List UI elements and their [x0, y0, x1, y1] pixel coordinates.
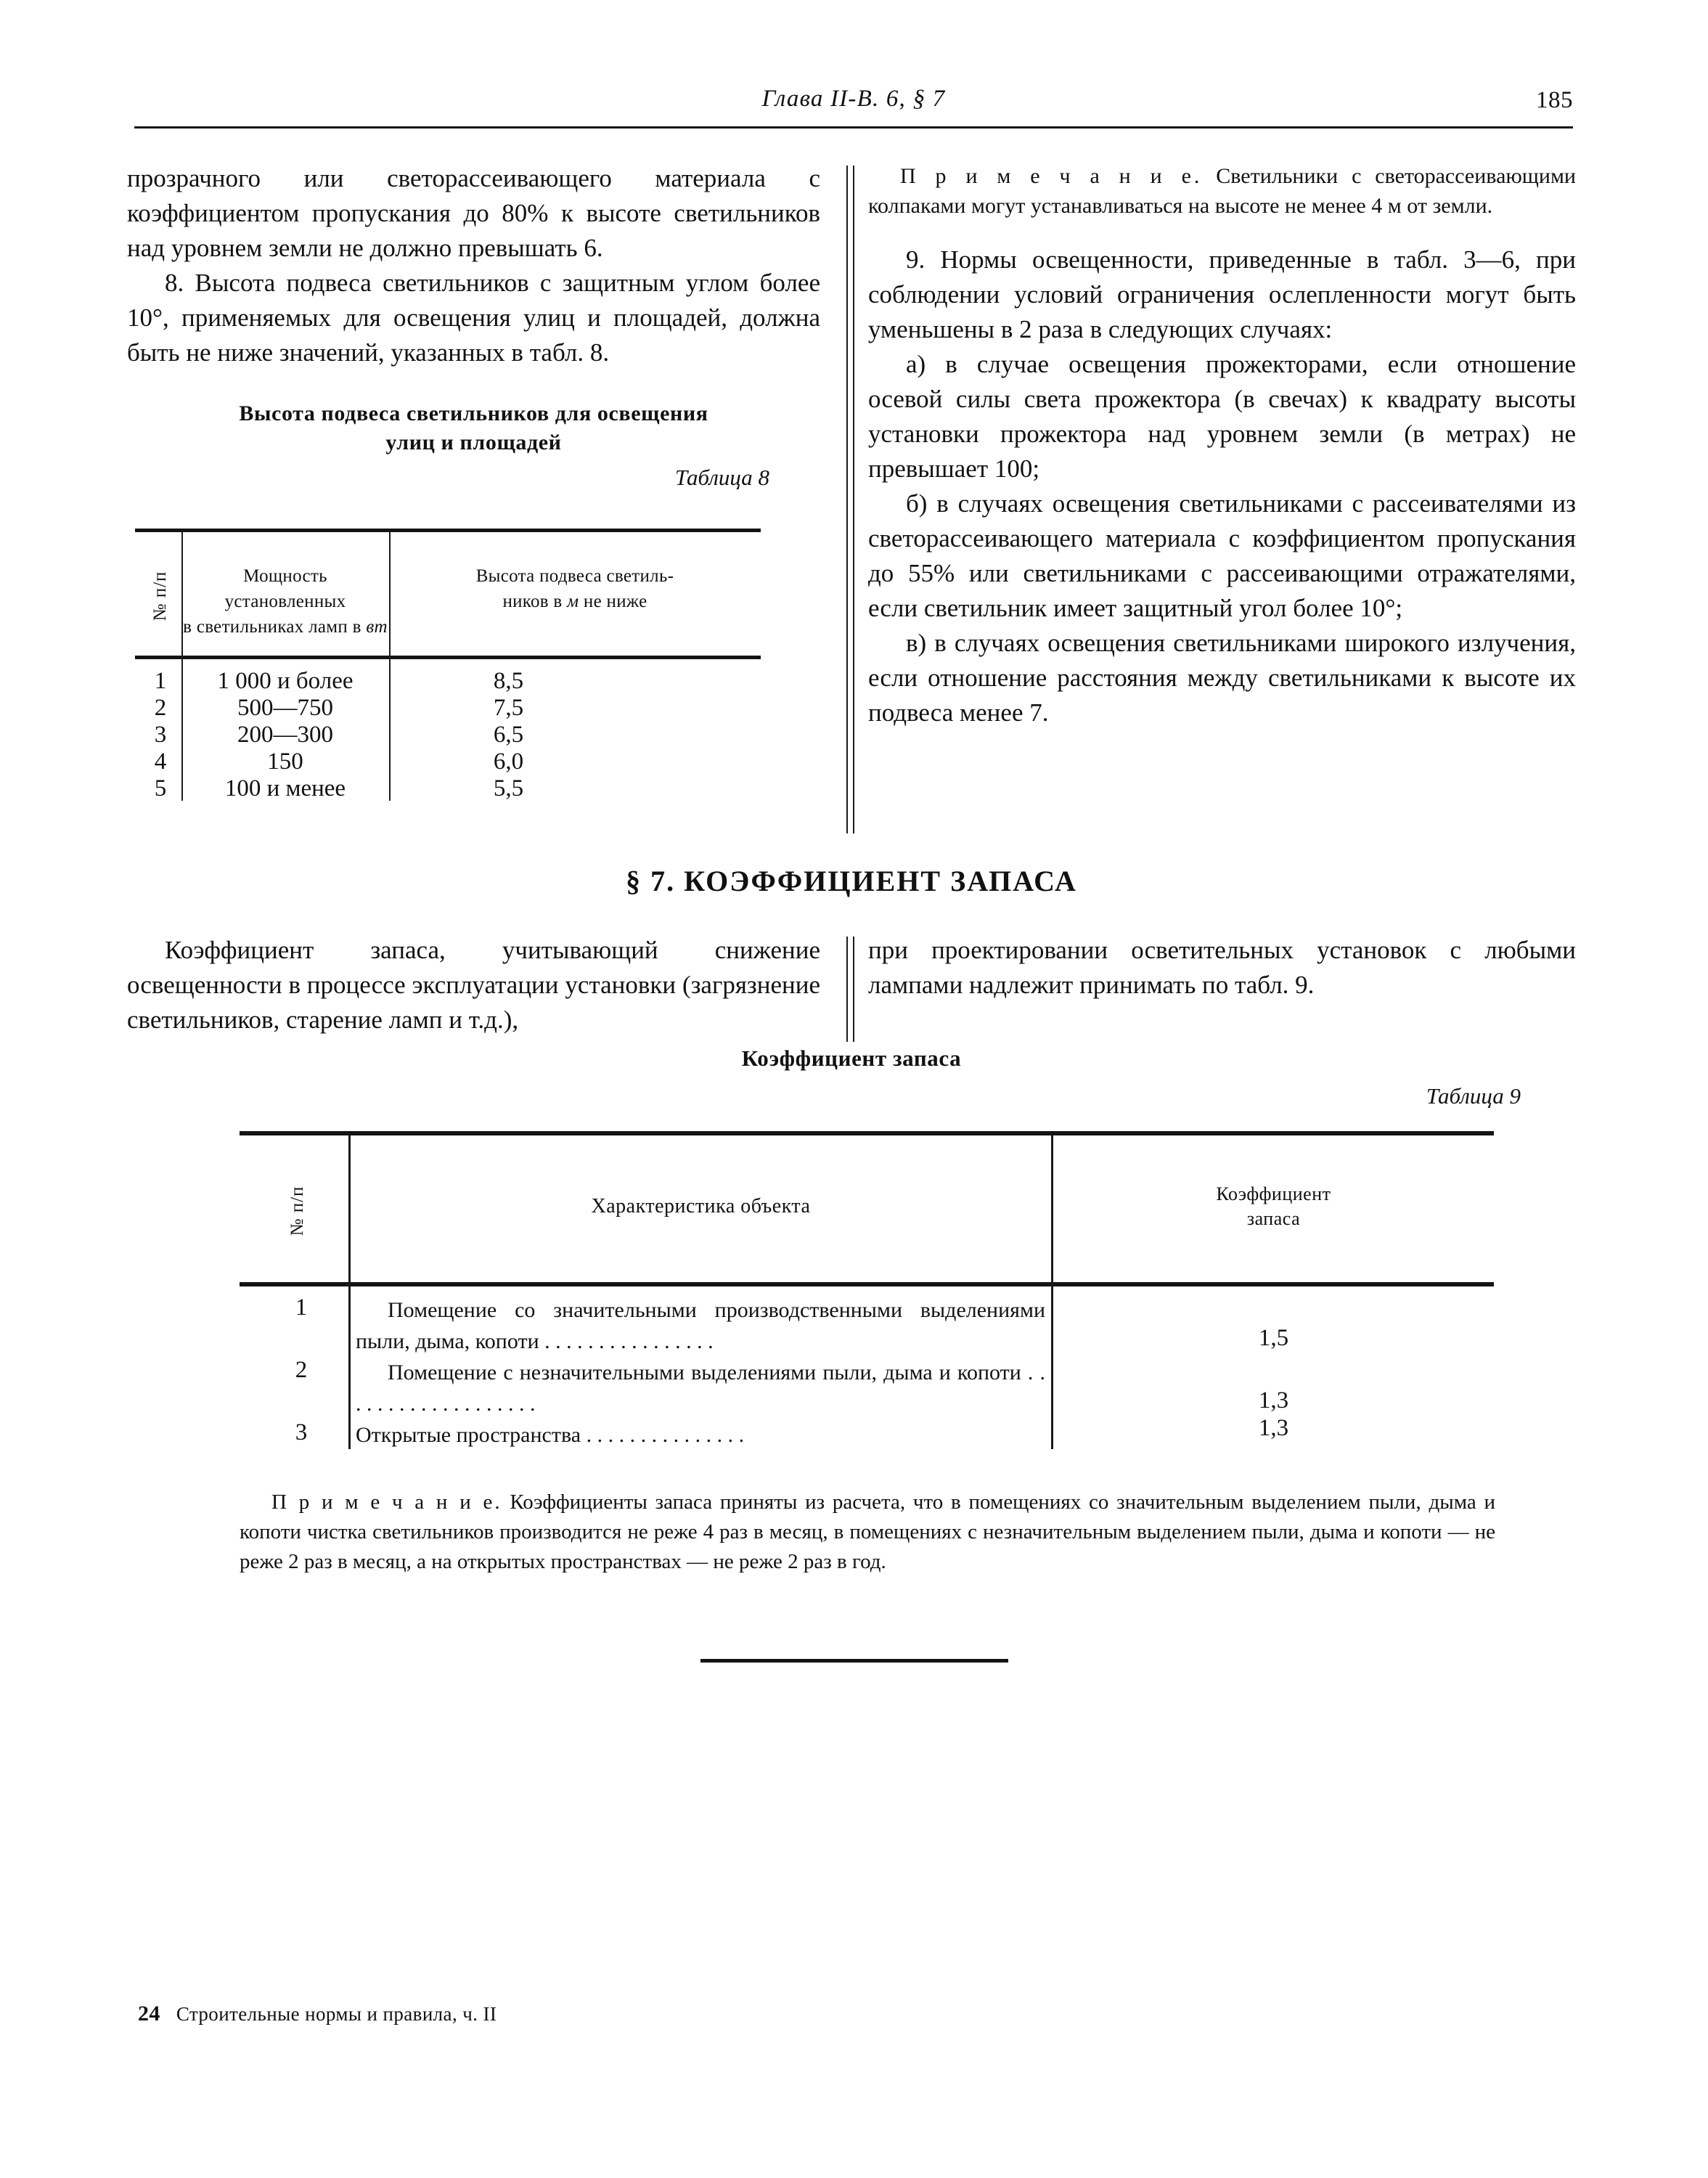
cell-height: 5,5: [493, 775, 524, 802]
footer-signature: 24: [138, 2002, 160, 2026]
paragraph-continued: прозрачного или светорассеивающего материала с коэффициентом пропускания до 80% к высоте светильников над уровнем земли не должно превышать 6.: [127, 164, 820, 262]
table9-rows: [240, 1294, 1494, 1447]
table8-caption-line1: Высота подвеса светильников для освещения: [239, 401, 708, 425]
table-row: [135, 695, 761, 722]
table8-rule-mid: [135, 656, 761, 659]
table9-caption: Коэффициент запаса: [741, 1045, 962, 1071]
unit-meter: м: [567, 592, 579, 611]
cell-object: Помещение с незначительными выделениями пыли, дыма и копоти . . . . . . . . . . . . . . . . . . .: [356, 1361, 1045, 1416]
paragraph-item-v: в) в случаях освещения светильниками широкого излучения, если отношение расстояния между светильниками к высоте их подвеса менее 7.: [868, 629, 1576, 727]
cell-no: 2: [154, 695, 167, 721]
cell-no: 5: [154, 775, 167, 802]
cell-height: 7,5: [493, 695, 524, 721]
section-heading: § 7. КОЭФФИЦИЕНТ ЗАПАСА: [626, 865, 1077, 897]
cell-height: 6,0: [493, 749, 524, 775]
cell-coefficient: 1,5: [1258, 1325, 1289, 1351]
table-row: [135, 749, 761, 775]
cell-coefficient: 1,3: [1258, 1415, 1289, 1441]
page-footer: [138, 2002, 497, 2026]
cell-no: 3: [295, 1419, 308, 1445]
table8-header-power: Мощность установленных в светильниках ламп в вт: [183, 566, 388, 637]
table-row: [135, 668, 761, 695]
section-right-column: [868, 933, 1576, 1003]
table8: [135, 529, 761, 804]
table8-caption: [127, 399, 820, 457]
table8-rule-top: [135, 529, 761, 532]
note-body: Светильники с светорассеивающими колпаками могут устанавливаться на высоте не менее 4 м от земли.: [868, 164, 1576, 218]
cell-no: 4: [154, 749, 167, 775]
cell-coefficient: 1,3: [1258, 1387, 1289, 1414]
table9-note-label: П р и м е ч а н и е.: [271, 1490, 502, 1514]
table9-header-coefficient: Коэффициент запаса: [1216, 1183, 1331, 1229]
cell-power: 500—750: [237, 695, 333, 721]
table8-header-height: Высота подвеса светиль- ников в м не ниже: [475, 566, 674, 611]
paragraph-item-a: а) в случае освещения прожекторами, если отношение осевой силы света прожектора (в свечах) к квадрату высоты установки прожектора над уровнем земли (в метрах) не превышает 100;: [868, 350, 1576, 483]
paragraph-item-9: 9. Нормы освещенности, приведенные в табл. 3—6, при соблюдении условий ограничения ослепленности могут быть уменьшены в 2 раза в следующих случаях:: [868, 245, 1576, 343]
table8-rows: [135, 668, 761, 802]
cell-no: 1: [154, 668, 167, 694]
table9-rule-top: [240, 1131, 1494, 1135]
paragraph-item-b: б) в случаях освещения светильниками с рассеивателями из светорассеивающего материала с коэффициентом пропускания до 55% или светильниками с рассеивающими отражателями, если светильник имеет защитный угол более 10°;: [868, 489, 1576, 622]
cell-no: 2: [295, 1357, 308, 1383]
running-head: [134, 86, 1573, 126]
section-paragraph-right: при проектировании осветительных установок с любыми лампами надлежит принимать по табл. 9.: [868, 936, 1576, 999]
cell-power: 200—300: [237, 722, 333, 748]
cell-object: Помещение со значительными производственными выделениями пыли, дыма, копоти . . . . . . . . . . . . . . . .: [356, 1298, 1045, 1353]
cell-no: 3: [154, 722, 167, 748]
table9: [240, 1131, 1494, 1451]
cell-power: 150: [267, 749, 303, 775]
table8-caption-line2: улиц и площадей: [385, 431, 562, 454]
cell-power: 1 000 и более: [217, 668, 354, 694]
cell-no: 1: [295, 1294, 308, 1321]
unit-watt: вт: [366, 617, 388, 637]
table8-number: Таблица 8: [674, 465, 769, 490]
table9-note: [240, 1488, 1495, 1577]
cell-height: 8,5: [493, 668, 524, 694]
table9-rule-mid: [240, 1282, 1494, 1286]
right-column-top: [868, 161, 1576, 730]
section-paragraph-left: Коэффициент запаса, учитывающий снижение освещенности в процессе эксплуатации установки (загрязнение светильников, старение ламп и т.д.),: [127, 936, 820, 1034]
page-number: 185: [1536, 87, 1573, 113]
footer-text: Строительные нормы и правила, ч. II: [176, 2003, 497, 2025]
left-column-top: [127, 161, 820, 370]
section-left-column: [127, 933, 820, 1037]
table8-header-no: № п/п: [150, 571, 170, 621]
cell-height: 6,5: [493, 722, 524, 748]
section-ornament-rule: [700, 1659, 1008, 1663]
table9-number: Таблица 9: [1426, 1083, 1521, 1109]
table9-header-object: Характеристика объекта: [591, 1195, 811, 1218]
column-divider-mid: [846, 937, 857, 1042]
paragraph-item-8: 8. Высота подвеса светильников с защитным углом более 10°, применяемых для освещения улиц и площадей, должна быть не ниже значений, указанных в табл. 8.: [127, 269, 820, 367]
note-lamps: [868, 161, 1576, 221]
table9-note-body: Коэффициенты запаса приняты из расчета, что в помещениях со значительным выделением пыли, дыма и копоти чистка светильников производится не реже 4 раз в месяц, в помещениях с незначительным выделением пыли, дыма и копоти — не реже 2 раз в месяц, а на открытых пространствах — не реже 2 раз в год.: [240, 1490, 1495, 1573]
table9-header-no: № п/п: [287, 1186, 307, 1236]
note-label: П р и м е ч а н и е.: [900, 164, 1203, 188]
column-divider-top: [846, 166, 857, 833]
running-head-title: Глава II-В. 6, § 7: [761, 86, 946, 112]
table-row: [135, 775, 761, 802]
cell-power: 100 и менее: [224, 775, 346, 802]
table-row: [135, 722, 761, 749]
cell-object: Открытые пространства . . . . . . . . . . . . . . .: [356, 1423, 745, 1447]
header-rule: [134, 126, 1573, 129]
